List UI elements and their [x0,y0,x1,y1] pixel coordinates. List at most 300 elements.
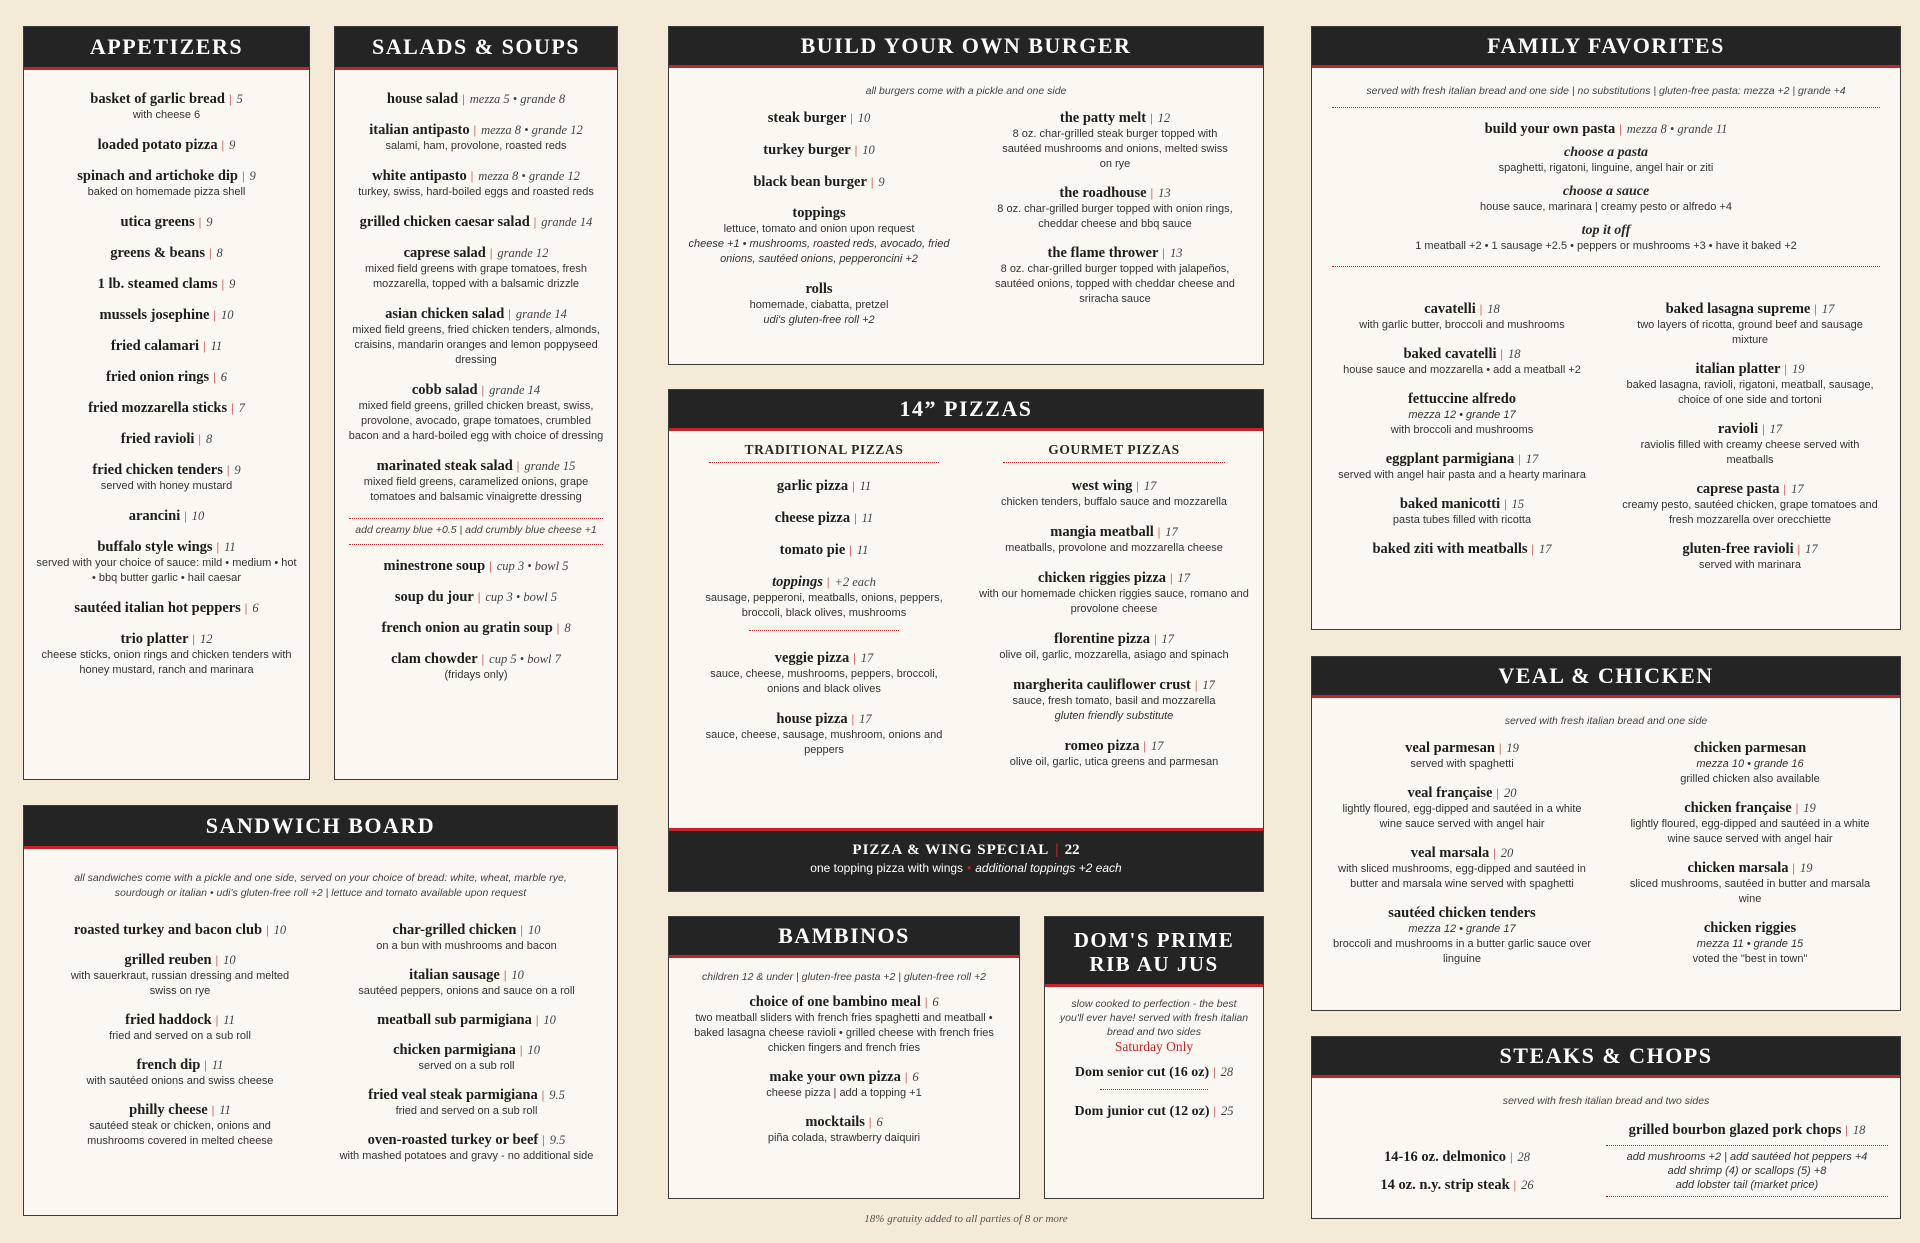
item-price: | 17 [1528,542,1552,556]
divider [1606,1196,1888,1197]
item-desc: with our homemade chicken riggies sauce, romano and provolone cheese [979,588,1249,615]
item-name: white antipasto [372,168,467,184]
item-name: philly cheese [129,1102,208,1118]
item-name: fettuccine alfredo [1407,391,1517,407]
item-name: choice of one bambino meal [749,994,921,1010]
prime-rib-item [1045,1063,1263,1081]
divider [1100,1089,1208,1090]
byo-price: | mezza 8 • grande 11 [1615,122,1727,136]
item-name: oven-roasted turkey or beef [367,1132,539,1148]
menu-item [24,213,309,231]
item-name: caprese salad [403,245,486,261]
menu-item [679,649,969,697]
item-desc: served on a sub roll [418,1060,515,1072]
item-desc: baked lasagna, ravioli, rigatoni, meatball, sausage, choice of one side and tortoni [1626,379,1874,406]
item-name: tomato pie [779,542,846,558]
item-price: | cup 3 • bowl 5 [485,559,568,573]
salads-panel [334,26,618,780]
item-extra: gluten friendly substitute [1054,710,1174,722]
steak-item [1332,1176,1582,1194]
gratuity-note: 18% gratuity added to all parties of 8 or more [864,1213,1068,1225]
item-name: veal marsala [1410,845,1490,861]
item-price: | 19 [1780,362,1804,376]
item-price: | 5 [225,92,243,106]
item-desc: with cheese 6 [132,109,201,121]
sandwich-left-column [40,921,320,1161]
item-price: | 10 [500,968,524,982]
gourmet-pizzas-column [973,442,1255,783]
item-price: | 17 [1810,302,1834,316]
item-price: | 13 [1147,186,1171,200]
item-name: the flame thrower [1047,245,1159,261]
item-desc: house sauce and mozzarella • add a meatball +2 [1343,364,1581,376]
item-name: florentine pizza [1054,631,1150,647]
item-name: baked manicotti [1399,496,1501,512]
prime-day: Saturday Only [1114,1039,1194,1054]
item-price: | 9 [223,463,241,477]
item-price: | 17 [1514,452,1538,466]
item-price: | 15 [1500,497,1524,511]
item-price: | 10 [846,111,870,125]
veal-note: served with fresh italian bread and one side [1504,715,1708,727]
item-name: greens & beans [110,245,206,261]
item-name: grilled chicken caesar salad [359,214,530,230]
item-price: | 18 [1497,347,1521,361]
item-name: 14 oz. n.y. strip steak [1380,1177,1510,1193]
item-price: | 17 [1132,479,1156,493]
prime-title-line2: RIB AU JUS [1089,952,1219,976]
menu-item [973,630,1255,663]
menu-item [1608,300,1892,348]
item-name: gluten-free ravioli [1682,541,1794,557]
item-desc: sautéed steak or chicken, onions and mushrooms covered in melted cheese [87,1120,273,1147]
item-desc: mezza 11 • grande 15 [1696,938,1804,950]
sandwich-panel [23,805,618,1216]
special-desc: one topping pizza with wings [810,861,964,875]
menu-item [1608,799,1892,847]
item-name: caprese pasta [1696,481,1780,497]
menu-item [335,121,617,154]
item-price: | 10 [212,953,236,967]
item-name: chicken parmigiana [393,1042,516,1058]
menu-item [679,477,969,495]
item-price: | 6 [921,995,939,1009]
item-desc-2: grilled chicken also available [1680,773,1820,785]
item-name: 14-16 oz. delmonico [1383,1149,1506,1165]
appetizers-list [24,70,309,678]
pork-chops [1602,1121,1892,1197]
item-price: | 17 [848,712,872,726]
divider [1332,266,1880,267]
item-name: italian platter [1695,361,1781,377]
menu-item [679,541,969,559]
item-name: arancini [128,508,181,524]
menu-item [1608,919,1892,967]
pizza-panel [668,389,1264,892]
item-price: | 10 [516,923,540,937]
item-name: west wing [1071,478,1133,494]
build-your-own-pasta [1312,120,1900,254]
byo-name: build your own pasta [1484,121,1616,137]
menu-item [335,588,617,606]
menu-item [24,90,309,123]
item-price: | 17 [849,651,873,665]
prime-rib-item [1045,1102,1263,1120]
menu-item [40,921,320,939]
item-name: veal parmesan [1405,740,1495,756]
menu-item [324,1131,609,1164]
burger-toppings-title: toppings [792,205,846,221]
menu-item [24,275,309,293]
item-desc-2: with broccoli and mushrooms [1390,424,1534,436]
item-name: meatball sub parmigiana [377,1012,532,1028]
steaks-title: STEAKS & CHOPS [1312,1037,1900,1078]
item-desc: on a bun with mushrooms and bacon [376,940,557,952]
menu-item [335,619,617,637]
item-desc: sautéed peppers, onions and sauce on a roll [358,985,575,997]
menu-item [335,381,617,444]
pizza-toppings-title: toppings [772,574,823,590]
item-name: Dom senior cut (16 oz) [1074,1065,1210,1080]
menu-item [1322,345,1602,378]
divider [1332,107,1880,108]
burger-left-column [679,109,959,341]
item-name: eggplant parmigiana [1385,451,1515,467]
pizza-wing-special: PIZZA & WING SPECIAL | 22 one topping pizza with wings • additional toppings +2 each [669,828,1263,891]
item-desc: lightly floured, egg-dipped and sautéed in a white wine sauce served with angel hair [1630,818,1870,845]
item-desc: mezza 12 • grande 17 [1408,409,1516,421]
item-price: | 28 [1506,1150,1530,1164]
item-price: | 17 [1780,482,1804,496]
item-name: soup du jour [394,589,474,605]
divider [1003,462,1225,463]
bambinos-note: children 12 & under | gluten-free pasta +2 | gluten-free roll +2 [702,971,986,983]
item-desc: meatballs, provolone and mozzarella cheese [1005,542,1223,554]
menu-item [1608,420,1892,468]
item-price: | 18 [1476,302,1500,316]
menu-item [24,538,309,586]
menu-item [324,966,609,999]
item-price: | 17 [1794,542,1818,556]
veal-right-column [1608,739,1892,979]
menu-item [24,461,309,494]
menu-item [324,1041,609,1074]
item-price: | grande 14 [530,215,593,229]
menu-item [335,90,617,108]
menu-item [324,921,609,954]
menu-item [324,1011,609,1029]
item-price: | 17 [1166,571,1190,585]
sandwich-note-line2: sourdough or italian • udi's gluten-free roll +2 | lettuce and tomato available upon request [114,887,527,899]
item-name: fried ravioli [120,431,195,447]
item-desc: served with spaghetti [1410,758,1514,770]
item-desc: sauce, fresh tomato, basil and mozzarella [1012,695,1216,707]
salads-list [335,70,617,505]
salads-title: SALADS & SOUPS [335,27,617,70]
sandwich-title: SANDWICH BOARD [24,806,617,849]
item-price: | 10 [180,509,204,523]
item-name: spinach and artichoke dip [77,168,238,184]
item-name: cavatelli [1424,301,1476,317]
item-name: 1 lb. steamed clams [97,276,218,292]
item-name: char-grilled chicken [392,922,517,938]
item-price: | 7 [227,401,245,415]
menu-item [335,213,617,231]
family-note: served with fresh italian bread and one side | no substitutions | gluten-free pasta: mezza +2 | grande +4 [1366,85,1846,97]
item-price: | 9.5 [538,1133,565,1147]
item-desc: sauce, cheese, mushrooms, peppers, broccoli, onions and black olives [710,668,938,695]
appetizers-panel [23,26,310,780]
item-price: | 8 [553,621,571,635]
item-price: | 11 [200,1058,223,1072]
menu-item [1608,360,1892,408]
burger-rolls-title: rolls [805,281,833,297]
prime-title-line1: DOM'S PRIME [1073,928,1235,952]
item-desc: 8 oz. char-grilled burger topped with onion rings, cheddar cheese and bbq sauce [997,203,1233,230]
item-price: | grande 12 [486,246,549,260]
bambinos-list [669,993,1019,1146]
steaks-note: served with fresh italian bread and two sides [1502,1095,1710,1107]
item-price: | 10 [532,1013,556,1027]
pizza-toppings-desc: sausage, pepperoni, meatballs, onions, peppers, broccoli, black olives, mushrooms [705,592,943,619]
veal-left-column [1322,739,1602,979]
item-name: black bean burger [753,174,867,190]
item-desc: served with honey mustard [100,480,233,492]
item-price: | 12 [1146,111,1170,125]
item-name: basket of garlic bread [90,91,225,107]
item-desc: cheese pizza | add a topping +1 [766,1087,922,1099]
item-desc: with sautéed onions and swiss cheese [86,1075,274,1087]
item-name: sautéed chicken tenders [1388,905,1536,921]
menu-item [1608,480,1892,528]
salad-addon-note: add creamy blue +0.5 | add crumbly blue cheese +1 [355,524,597,536]
item-name: veal française [1407,785,1493,801]
item-desc: creamy pesto, sautéed chicken, grape tomatoes and fresh mozzarella over orecchiette [1622,499,1878,526]
item-name: romeo pizza [1064,738,1140,754]
item-name: chicken marsala [1687,860,1789,876]
item-name: roasted turkey and bacon club [73,922,263,938]
item-name: grilled reuben [124,952,212,968]
item-price: | 11 [845,543,868,557]
item-name: italian sausage [409,967,500,983]
item-desc: with sauerkraut, russian dressing and melted swiss on rye [70,970,290,997]
prime-list [1045,1063,1263,1120]
item-price: | mezza 5 • grande 8 [458,92,565,106]
menu-item [24,244,309,262]
menu-item [40,1056,320,1089]
menu-item [973,737,1255,770]
special-price: | 22 [1055,842,1080,858]
family-panel [1311,26,1901,630]
item-desc: fried and served on a sub roll [109,1030,251,1042]
burger-title: BUILD YOUR OWN BURGER [669,27,1263,68]
item-desc: (fridays only) [444,669,508,681]
menu-item [24,399,309,417]
menu-item [679,141,959,159]
item-desc: with garlic butter, broccoli and mushrooms [1359,319,1565,331]
top-it-off: top it off [1581,223,1631,238]
item-price: | 9 [218,277,236,291]
menu-item [324,1086,609,1119]
item-price: | 19 [1792,801,1816,815]
item-name: fried calamari [110,338,200,354]
menu-item [1322,390,1602,438]
menu-item [1322,450,1602,483]
item-desc: 8 oz. char-grilled steak burger topped with sautéed mushrooms and onions, melted swiss on rye [1002,128,1228,170]
menu-item [40,1101,320,1149]
menu-item [24,630,309,678]
item-desc: pasta tubes filled with ricotta [1392,514,1532,526]
item-name: margherita cauliflower crust [1013,677,1191,693]
item-name: cheese pizza [774,510,851,526]
item-desc: salami, ham, provolone, roasted reds [385,140,567,152]
item-name: mocktails [805,1114,865,1130]
item-name: fried onion rings [106,369,210,385]
menu-item [335,244,617,292]
item-price: | 17 [1758,422,1782,436]
steak-addons-2: add shrimp (4) or scallops (5) +8 [1667,1165,1827,1177]
appetizers-title: APPETIZERS [24,27,309,70]
divider [749,630,899,631]
bambinos-panel [668,916,1020,1199]
prime-note: slow cooked to perfection - the best you'll ever have! served with fresh italian bread and two sides [1059,998,1249,1038]
item-desc: cheese sticks, onion rings and chicken tenders with honey mustard, ranch and marinara [41,649,292,676]
item-price: | 25 [1210,1104,1234,1118]
menu-item [1608,540,1892,573]
burger-panel [668,26,1264,365]
pizza-toppings [679,573,969,621]
item-price: | 6 [209,370,227,384]
item-price: | 11 [848,479,871,493]
item-name: italian antipasto [369,122,470,138]
item-desc: mezza 10 • grande 16 [1696,758,1804,770]
sandwich-note-line1: all sandwiches come with a pickle and one side, served on your choice of bread: white, wheat, marble rye, [74,872,567,884]
item-name: baked ziti with meatballs [1372,541,1528,557]
item-price: | grande 14 [478,383,541,397]
burger-right-column [975,109,1255,319]
item-desc: mezza 12 • grande 17 [1408,923,1516,935]
item-price: | 17 [1154,525,1178,539]
item-name: sautéed italian hot peppers [74,600,241,616]
item-desc: chicken tenders, buffalo sauce and mozzarella [1000,496,1228,508]
traditional-pizzas-heading: TRADITIONAL PIZZAS [744,442,904,457]
item-name: clam chowder [391,651,478,667]
menu-item [40,951,320,999]
item-desc: raviolis filled with creamy cheese served with meatballs [1640,439,1860,466]
item-name: french onion au gratin soup [381,620,553,636]
item-desc: olive oil, garlic, utica greens and parmesan [1009,756,1219,768]
item-desc: sauce, cheese, sausage, mushroom, onions and peppers [705,729,943,756]
menu-item [679,1113,1009,1146]
menu-item [1322,739,1602,772]
menu-item [973,523,1255,556]
item-price: | 6 [901,1070,919,1084]
menu-item [335,305,617,368]
menu-item [24,136,309,154]
traditional-pizzas-column [679,442,969,771]
item-price: | mezza 8 • grande 12 [470,123,583,137]
item-name: french dip [136,1057,201,1073]
item-price: | 10 [851,143,875,157]
item-desc: piña colada, strawberry daiquiri [767,1132,921,1144]
family-left-column [1322,300,1602,570]
item-price: | 9 [218,138,236,152]
item-price: | 17 [1140,739,1164,753]
special-extra: additional toppings +2 each [975,861,1122,875]
burger-toppings-desc: lettuce, tomato and onion upon request [723,223,915,235]
menu-item [1322,495,1602,528]
item-name: veggie pizza [774,650,850,666]
item-price: | 10 [516,1043,540,1057]
item-price: | 12 [189,632,213,646]
menu-item [679,173,959,191]
item-name: marinated steak salad [376,458,513,474]
item-price: | 11 [850,511,873,525]
item-desc: mixed field greens, fried chicken tenders, almonds, craisins, mandarin oranges and lemon poppyseed dressing [352,324,600,366]
menu-item [975,109,1255,172]
item-name: fried haddock [125,1012,212,1028]
menu-item [973,569,1255,617]
item-price: | 6 [865,1115,883,1129]
item-name: turkey burger [763,142,851,158]
item-desc: with mashed potatoes and gravy - no additional side [339,1150,594,1162]
item-name: buffalo style wings [97,539,213,555]
item-price: | grande 15 [513,459,576,473]
item-name: make your own pizza [769,1069,901,1085]
item-desc: olive oil, garlic, mozzarella, asiago and spinach [999,649,1229,661]
item-desc: mixed field greens with grape tomatoes, fresh mozzarella, topped with a balsamic drizzle [365,263,587,290]
item-name: baked lasagna supreme [1665,301,1811,317]
menu-item [1322,904,1602,967]
menu-item [24,430,309,448]
menu-item [679,993,1009,1056]
menu-item [335,167,617,200]
item-price: | 19 [1495,741,1519,755]
sandwich-right-column [324,921,609,1176]
item-name: garlic pizza [776,478,849,494]
item-name: minestrone soup [383,558,486,574]
menu-item [24,337,309,355]
menu-item [335,557,617,575]
special-name: PIZZA & WING SPECIAL [852,842,1050,858]
burger-rolls-desc: homemade, ciabatta, pretzel [749,299,889,311]
menu-item [24,599,309,617]
item-price: | 9 [867,175,885,189]
item-name: mangia meatball [1050,524,1154,540]
item-name: utica greens [120,214,195,230]
family-right-column [1608,300,1892,585]
item-desc: served with angel hair pasta and a hearty marinara [1338,469,1586,481]
menu-item [1322,844,1602,892]
item-name: fried veal steak parmigiana [368,1087,538,1103]
menu-item [335,457,617,505]
item-price: | 13 [1158,246,1182,260]
item-price: | grande 14 [504,307,567,321]
item-name: the patty melt [1059,110,1147,126]
item-desc: served with your choice of sauce: mild • medium • hot • bbq butter garlic • hail caesar [36,557,297,584]
item-desc: lightly floured, egg-dipped and sautéed in a white wine sauce served with angel hair [1342,803,1582,830]
menu-item [975,184,1255,232]
item-price: | 17 [1191,678,1215,692]
soups-list [335,557,617,683]
item-desc: turkey, swiss, hard-boiled eggs and roasted reds [358,186,594,198]
menu-item [1608,859,1892,907]
pizza-title: 14” PIZZAS [669,390,1263,431]
veal-title: VEAL & CHICKEN [1312,657,1900,698]
item-price: | 11 [199,339,222,353]
pizza-toppings-price: | +2 each [823,575,876,589]
item-price: | 11 [213,540,236,554]
